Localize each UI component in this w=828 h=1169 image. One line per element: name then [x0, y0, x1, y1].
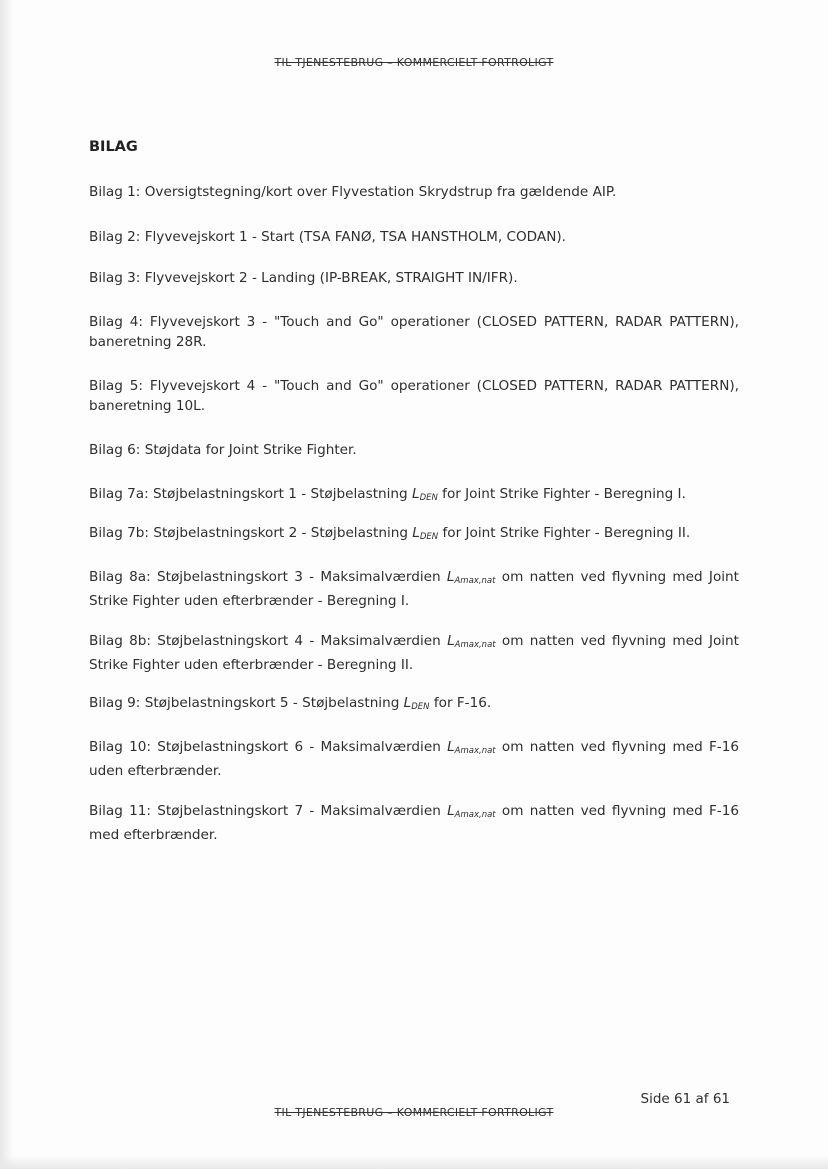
ldsn-symbol: $L_{DEN}$	[411, 486, 438, 503]
scan-edge-shadow	[0, 0, 14, 1169]
bilag-2: Bilag 2: Flyvevejskort 1 - Start (TSA FANØ, TSA HANSTHOLM, CODAN).	[89, 229, 566, 245]
bilag-4: Bilag 4: Flyvevejskort 3 - "Touch and Go" operationer (CLOSED PATTERN, RADAR PATTERN), baneretning 28R.	[89, 314, 739, 350]
lamax-symbol: $L_{Amax,nat}$	[446, 569, 496, 586]
ldsn-symbol: $L_{DEN}$	[403, 695, 430, 712]
bilag-9: Bilag 9: Støjbelastningskort 5 - Støjbelastning $L_{DEN}$ for F-16.	[89, 695, 492, 712]
bilag-8a: Bilag 8a: Støjbelastningskort 3 - Maksimalværdien $L_{Amax,nat}$ om natten ved flyvning med Joint Strike Fighter uden efterbrænder - Beregning I.	[89, 569, 739, 609]
confidentiality-header: TIL TJENESTEBRUG – KOMMERCIELT FORTROLIGT	[274, 56, 554, 69]
lamax-symbol: $L_{Amax,nat}$	[447, 633, 496, 650]
bilag-7a: Bilag 7a: Støjbelastningskort 1 - Støjbelastning $L_{DEN}$ for Joint Strike Fighter - Beregning I.	[89, 486, 686, 503]
bilag-1: Bilag 1: Oversigtstegning/kort over Flyvestation Skrydstrup fra gældende AIP.	[89, 184, 617, 200]
scan-bottom-shadow	[0, 1155, 828, 1169]
bilag-3: Bilag 3: Flyvevejskort 2 - Landing (IP-BREAK, STRAIGHT IN/IFR).	[89, 270, 518, 286]
bilag-7b: Bilag 7b: Støjbelastningskort 2 - Støjbelastning $L_{DEN}$ for Joint Strike Fighter - Beregning II.	[89, 525, 691, 542]
bilag-5: Bilag 5: Flyvevejskort 4 - "Touch and Go" operationer (CLOSED PATTERN, RADAR PATTERN), baneretning 10L.	[89, 378, 739, 414]
ldsn-symbol: $L_{DEN}$	[412, 525, 439, 542]
lamax-symbol: $L_{Amax,nat}$	[447, 739, 496, 756]
bilag-11: Bilag 11: Støjbelastningskort 7 - Maksimalværdien $L_{Amax,nat}$ om natten ved flyvning med F-16 med efterbrænder.	[89, 803, 740, 843]
confidentiality-footer: TIL TJENESTEBRUG – KOMMERCIELT FORTROLIGT	[274, 1106, 554, 1119]
lamax-symbol: $L_{Amax,nat}$	[447, 803, 496, 820]
bilag-6: Bilag 6: Støjdata for Joint Strike Fighter.	[89, 442, 357, 458]
section-heading: BILAG	[89, 139, 138, 155]
bilag-10: Bilag 10: Støjbelastningskort 6 - Maksimalværdien $L_{Amax,nat}$ om natten ved flyvning med F-16 uden efterbrænder.	[89, 739, 740, 779]
bilag-8b: Bilag 8b: Støjbelastningskort 4 - Maksimalværdien $L_{Amax,nat}$ om natten ved flyvning med Joint Strike Fighter uden efterbrænder - Beregning II.	[89, 633, 739, 673]
page-number: Side 61 af 61	[640, 1091, 730, 1107]
